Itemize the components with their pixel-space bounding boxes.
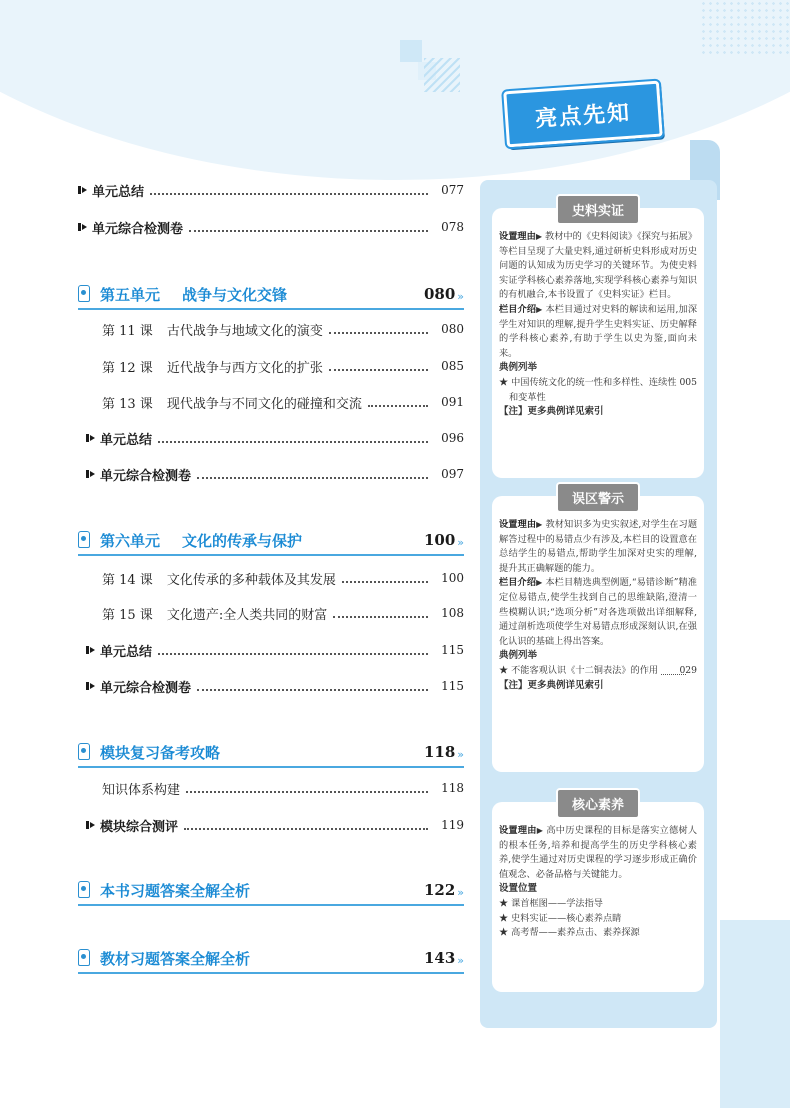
toc-row[interactable]: 单元总结 077 (78, 178, 464, 202)
unit-heading[interactable]: 本书习题答案全解全析 122 » (78, 876, 464, 906)
bullet-marker-icon (86, 681, 96, 691)
decor-stripes (424, 58, 460, 92)
chevron-right-icon: » (457, 747, 464, 761)
highlights-badge: 亮点先知 (503, 81, 663, 148)
toc-row[interactable]: 单元综合检测卷 115 (78, 674, 464, 698)
bulb-icon (78, 743, 92, 761)
chevron-right-icon: » (457, 885, 464, 899)
toc-row[interactable]: 第 14 课 文化传承的多种载体及其发展 100 (102, 571, 464, 588)
bulb-icon (78, 531, 92, 549)
toc-row[interactable]: 第 13 课 现代战争与不同文化的碰撞和交流 091 (102, 395, 464, 412)
chevron-right-icon: » (457, 535, 464, 549)
example-ref[interactable]: ★ 中国传统文化的统一性和多样性、连续性和变革性 005 (499, 376, 697, 403)
bullet-marker-icon (86, 645, 96, 655)
card-misconception-warning: 误区警示 设置理由▶ 教材知识多为史实叙述,对学生在习题解答过程中的易错点少有涉及,本栏目的设置意在总结学生的易错点,帮助学生加深对史实的理解,提升其正确解题的能力。 栏目介绍▶ 本栏目精选典型例题,“易错诊断”精准定位易错点,使学生找到自己的思维缺陷,澄清一些模糊认识;“选项分析”对各选项做出详细解释,通过剖析选项使学生对易错点形成深刻认识,在强化认识的基础上得出答案。 典例列举 ★ 不能客观认识《十二铜表法》的作用 029 【注】更多典例详见索引 (492, 496, 704, 772)
unit-heading[interactable]: 教材习题答案全解全析 143 » (78, 944, 464, 974)
background-curve (0, 0, 790, 180)
bullet-marker-icon (78, 185, 88, 195)
toc-row[interactable]: 第 12 课 近代战争与西方文化的扩张 085 (102, 359, 464, 376)
card-label: 核心素养 (556, 788, 640, 819)
bulb-icon (78, 881, 92, 899)
bullet-marker-icon (86, 433, 96, 443)
decor-block (720, 920, 790, 1108)
unit-heading[interactable]: 模块复习备考攻略 118 » (78, 738, 464, 768)
card-source-evidence: 史料实证 设置理由▶ 教材中的《史料阅读》《探究与拓展》等栏目呈现了大量史料,通过研析史料形成对历史问题的认知成为历史学习的关键环节。为使史料实证学科核心素养落地,实现学科核心素养与知识的有机融合,本书设置了《史料实证》栏目。 栏目介绍▶ 本栏目通过对史料的解读和运用,加深学生对知识的理解,提升学生史料实证、历史解释的学科核心素养,有助于学生以史为鉴,面向未来。 典例列举 ★ 中国传统文化的统一性和多样性、连续性和变革性 005 【注】更多典例详见索引 (492, 208, 704, 478)
bulb-icon (78, 949, 92, 967)
chevron-right-icon: » (457, 953, 464, 967)
toc-row[interactable]: 知识体系构建 118 (102, 781, 464, 798)
bullet-marker-icon (86, 820, 96, 830)
position-item: ★ 课首框图——学法指导 (499, 897, 603, 909)
toc-row[interactable]: 单元综合检测卷 097 (78, 462, 464, 486)
bulb-icon (78, 285, 92, 303)
toc-row[interactable]: 第 15 课 文化遗产:全人类共同的财富 108 (102, 606, 464, 623)
position-item: ★ 高考帮——素养点击、素养探源 (499, 927, 640, 939)
card-label: 史料实证 (556, 194, 640, 225)
chevron-right-icon: » (457, 289, 464, 303)
toc-row[interactable]: 单元总结 115 (78, 638, 464, 662)
card-label: 误区警示 (556, 482, 640, 513)
position-item: ★ 史料实证——核心素养点睛 (499, 912, 622, 924)
bullet-marker-icon (78, 222, 88, 232)
example-ref[interactable]: ★ 不能客观认识《十二铜表法》的作用 029 (499, 664, 697, 676)
toc-row[interactable]: 第 11 课 古代战争与地域文化的演变 080 (102, 322, 464, 339)
toc-row[interactable]: 单元综合检测卷 078 (78, 215, 464, 239)
decor-dots (700, 0, 790, 55)
toc-row[interactable]: 单元总结 096 (78, 426, 464, 450)
decor-square (400, 40, 422, 62)
unit-heading[interactable]: 第六单元 文化的传承与保护 100 » (78, 526, 464, 556)
toc-row[interactable]: 模块综合测评 119 (78, 813, 464, 837)
card-core-literacy: 核心素养 设置理由▶ 高中历史课程的目标是落实立德树人的根本任务,培养和提高学生的历史学科核心素养,使学生通过对历史课程的学习逐步形成正确价值观念、必备品格与关键能力。 设置位置 ★ 课首框图——学法指导 ★ 史料实证——核心素养点睛 ★ 高考帮——素养点击、素养探源 (492, 802, 704, 992)
unit-heading[interactable]: 第五单元 战争与文化交锋 080 » (78, 280, 464, 310)
bullet-marker-icon (86, 469, 96, 479)
